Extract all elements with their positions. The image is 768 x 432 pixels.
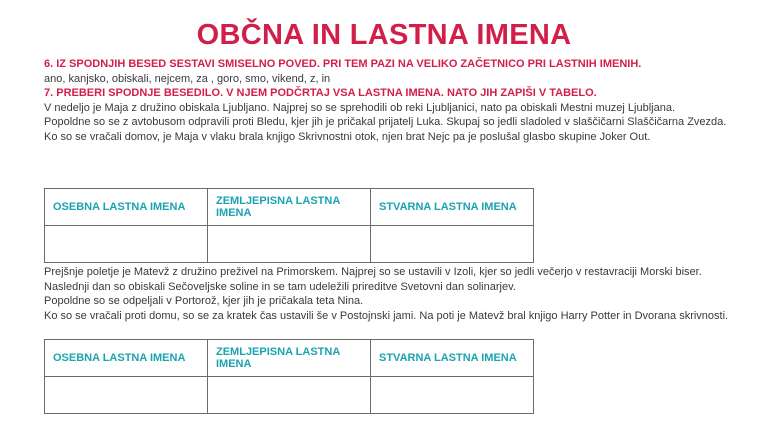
task-7-paragraph: Prejšnje poletje je Matevž z družino preživel na Primorskem. Najprej so se ustavili v Izoli, kjer so jedli večerjo v restavraciji Morski biser. Naslednji dan so obiskali Sečoveljske soline in se tam udeležili prireditve Svetovni dan solinarjev. bbox=[44, 266, 702, 293]
answer-table-2 bbox=[44, 339, 534, 414]
answer-cell-objects[interactable] bbox=[371, 377, 534, 414]
task-7-paragraph: Ko so se vračali domov, je Maja v vlaku brala knjigo Skrivnostni otok, njen brat Nejc pa je poslušal glasbo skupine Joker Out. bbox=[44, 130, 651, 143]
task-7-paragraph: Ko so se vračali proti domu, so se za kratek čas ustavili še v Postojnski jami. Na poti je Matevž bral knjigo Harry Potter in Dvorana skrivnosti. bbox=[44, 309, 729, 322]
table-header-personal: OSEBNA LASTNA IMENA bbox=[45, 340, 208, 377]
answer-table-1 bbox=[44, 188, 534, 263]
task-6-heading: 6. IZ SPODNJIH BESED SESTAVI SMISELNO POVED. PRI TEM PAZI NA VELIKO ZAČETNICO PRI LASTNIH IMENIH. bbox=[44, 58, 642, 70]
page-title: OBČNA IN LASTNA IMENA bbox=[196, 19, 572, 51]
task-6 bbox=[44, 57, 734, 86]
task-7-heading: 7. PREBERI SPODNJE BESEDILO. V NJEM PODČRTAJ VSA LASTNA IMENA. NATO JIH ZAPIŠI V TABELO. bbox=[44, 87, 597, 99]
answer-cell-geographic[interactable] bbox=[208, 226, 371, 263]
table-header-geographic: ZEMLJEPISNA LASTNA IMENA bbox=[208, 189, 371, 226]
answer-cell-geographic[interactable] bbox=[208, 377, 371, 414]
table-header-objects: STVARNA LASTNA IMENA bbox=[371, 340, 534, 377]
table-header-personal: OSEBNA LASTNA IMENA bbox=[45, 189, 208, 226]
task-7-paragraph: V nedeljo je Maja z družino obiskala Ljubljano. Najprej so se sprehodili ob reki Ljubljanici, nato pa obiskali Mestni muzej Ljubljana. bbox=[44, 101, 676, 114]
task-7-paragraph: Popoldne so se odpeljali v Portorož, kjer jih je pričakala teta Nina. bbox=[44, 295, 364, 307]
task-7-text-2 bbox=[44, 265, 734, 323]
table-header-objects: STVARNA LASTNA IMENA bbox=[371, 189, 534, 226]
task-7-paragraph: Popoldne so se z avtobusom odpravili proti Bledu, kjer jih je pričakal prijatelj Luka. Skupaj so jedli sladoled v slaščičarni Slaščičarna Zvezda. bbox=[44, 116, 727, 128]
answer-cell-personal[interactable] bbox=[45, 226, 208, 263]
answer-cell-objects[interactable] bbox=[371, 226, 534, 263]
task-7 bbox=[44, 86, 734, 144]
answer-cell-personal[interactable] bbox=[45, 377, 208, 414]
table-header-geographic: ZEMLJEPISNA LASTNA IMENA bbox=[208, 340, 371, 377]
task-6-words: ano, kanjsko, obiskali, nejcem, za , goro, smo, vikend, z, in bbox=[44, 72, 331, 85]
